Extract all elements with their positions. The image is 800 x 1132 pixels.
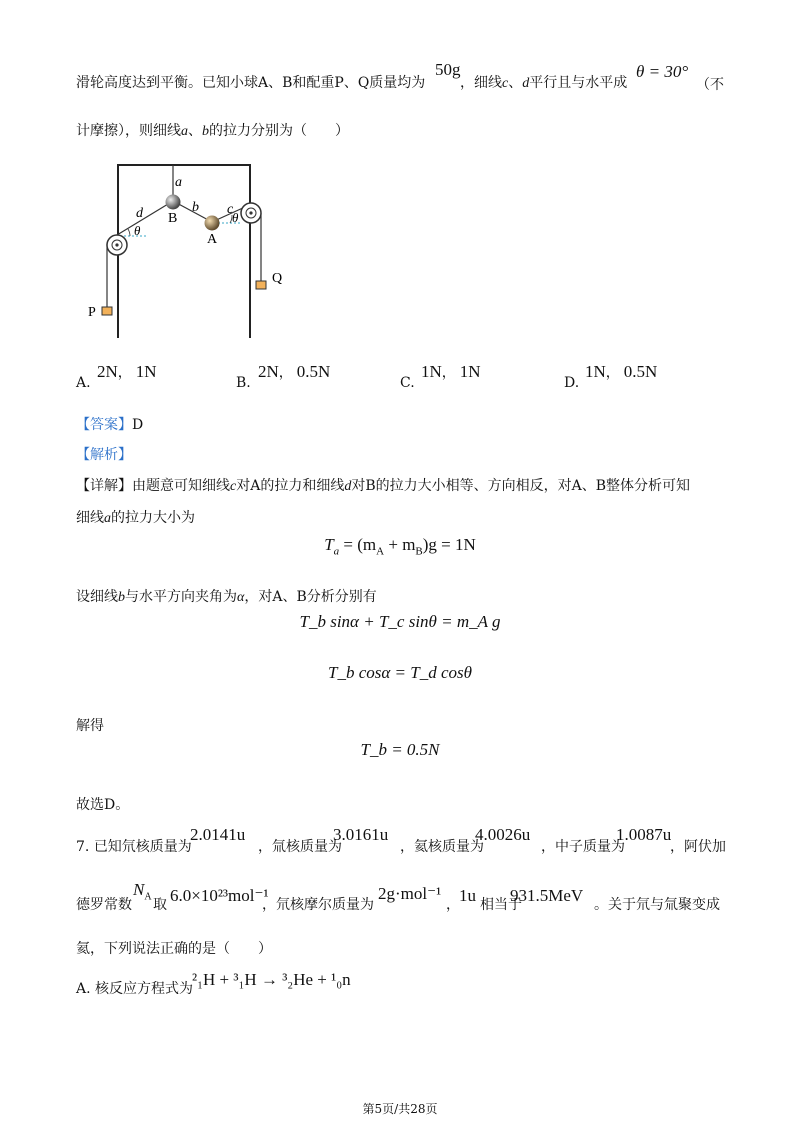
label-b-string: b [192, 200, 199, 215]
solve-label: 解得 [76, 718, 104, 734]
detail-line-2: 细线a的拉力大小为 [76, 510, 195, 526]
label-ball-b: B [168, 211, 178, 226]
q7-line-3: 氦，下列说法正确的是（ ） [76, 941, 272, 957]
option-d: D. [564, 375, 580, 391]
equation-vertical: T_b sinα + T_c sinθ = m_A g [299, 612, 501, 631]
pulley-right [241, 203, 261, 223]
mass-value: 50g [435, 60, 461, 79]
q7-line-2-t3: ，氘核摩尔质量为 [262, 897, 374, 913]
answer-line [76, 414, 143, 434]
page-footer: 第5页/共28页 [362, 1102, 438, 1116]
angle-value: θ = 30° [636, 62, 689, 81]
label-a: a [175, 175, 182, 190]
equation-horizontal: T_b cosα = T_d cosθ [328, 663, 472, 682]
conclusion: 故选D。 [76, 797, 130, 813]
q7-avogadro-value: 6.0×10²³mol⁻¹ [170, 886, 269, 905]
option-c: C. [400, 375, 415, 391]
q7-line-2: 德罗常数 [76, 897, 132, 913]
label-ball-a: A [207, 232, 218, 247]
option-d-values: 1N， 0.5N [585, 362, 658, 381]
equation-tension-a: $T_a = (m_A + m_B)g = 1N$ [324, 535, 476, 558]
option-a: A. [76, 375, 91, 391]
theta-arc-left [128, 229, 130, 236]
pulley-left [107, 235, 127, 255]
q7-line-1-t2: ，氚核质量为 [258, 839, 342, 855]
q7-line-2-t5: 相当于 [480, 897, 522, 913]
answer-label: 【答案】 [76, 417, 132, 433]
detail-line-3: 设细线b与水平方向夹角为α，对A、B分析分别有 [76, 589, 377, 605]
q7-line-1-t3: ，氦核质量为 [400, 839, 484, 855]
q7-line-2-t2: 取 [153, 897, 167, 913]
weight-p [102, 307, 112, 315]
option-c-values: 1N， 1N [421, 362, 481, 381]
q7-avogadro-symbol: $N_A$ [133, 880, 152, 903]
intro-line-1: 滑轮高度达到平衡。已知小球A、B和配重P、Q质量均为 [76, 75, 426, 91]
intro-line-2: 计摩擦），则细线a、b的拉力分别为（ ） [76, 123, 349, 139]
answer-value: D [132, 417, 144, 433]
ball-b [166, 195, 181, 210]
label-d: d [136, 206, 143, 221]
equation-result: T_b = 0.5N [360, 740, 440, 759]
analysis-label: 【解析】 [76, 447, 132, 463]
intro-line-1b: ，细线c、d平行且与水平成 [460, 75, 628, 91]
option-b: B. [236, 375, 251, 391]
q7-energy: 931.5MeV [510, 886, 584, 905]
detail-line-1: 【详解】由题意可知细线c对A的拉力和细线d对B的拉力大小相等、方向相反，对A、B整体分析可知 [76, 478, 691, 494]
ball-a [205, 216, 220, 231]
label-p: P [88, 305, 96, 320]
q7-line-1-t5: ，阿伏加 [670, 839, 726, 855]
q7-mass-neutron: 1.0087u [616, 825, 672, 844]
label-theta-right: θ [232, 210, 239, 225]
frame [118, 165, 250, 338]
option-b-values: 2N， 0.5N [258, 362, 331, 381]
q7-line-2-t6: 。关于氘与氚聚变成 [594, 897, 720, 913]
q7-mass-helium: 4.0026u [475, 825, 531, 844]
weight-q [256, 281, 266, 289]
q7-option-a: A. 核反应方程式为 [76, 981, 194, 997]
label-c: c [227, 202, 234, 217]
q7-line-1-t4: ，中子质量为 [541, 839, 625, 855]
intro-note-open: （不 [696, 77, 724, 93]
q7-mass-deuterium: 2.0141u [190, 825, 246, 844]
q7-u: 1u [459, 886, 476, 905]
option-a-values: 2N， 1N [97, 362, 157, 381]
q7-line-1: 7. 已知氘核质量为 [76, 839, 192, 855]
label-q: Q [272, 271, 283, 286]
q7-line-2-t4: ， [446, 897, 460, 913]
pulley-figure [80, 155, 300, 345]
string-d [117, 201, 173, 235]
q7-molar-mass: 2g·mol⁻¹ [378, 884, 442, 903]
q7-mass-tritium: 3.0161u [333, 825, 389, 844]
label-theta-left: θ [134, 223, 141, 238]
q7-reaction-equation: ²₁H + ³₁H → ³₂He + ¹₀n [192, 970, 351, 989]
